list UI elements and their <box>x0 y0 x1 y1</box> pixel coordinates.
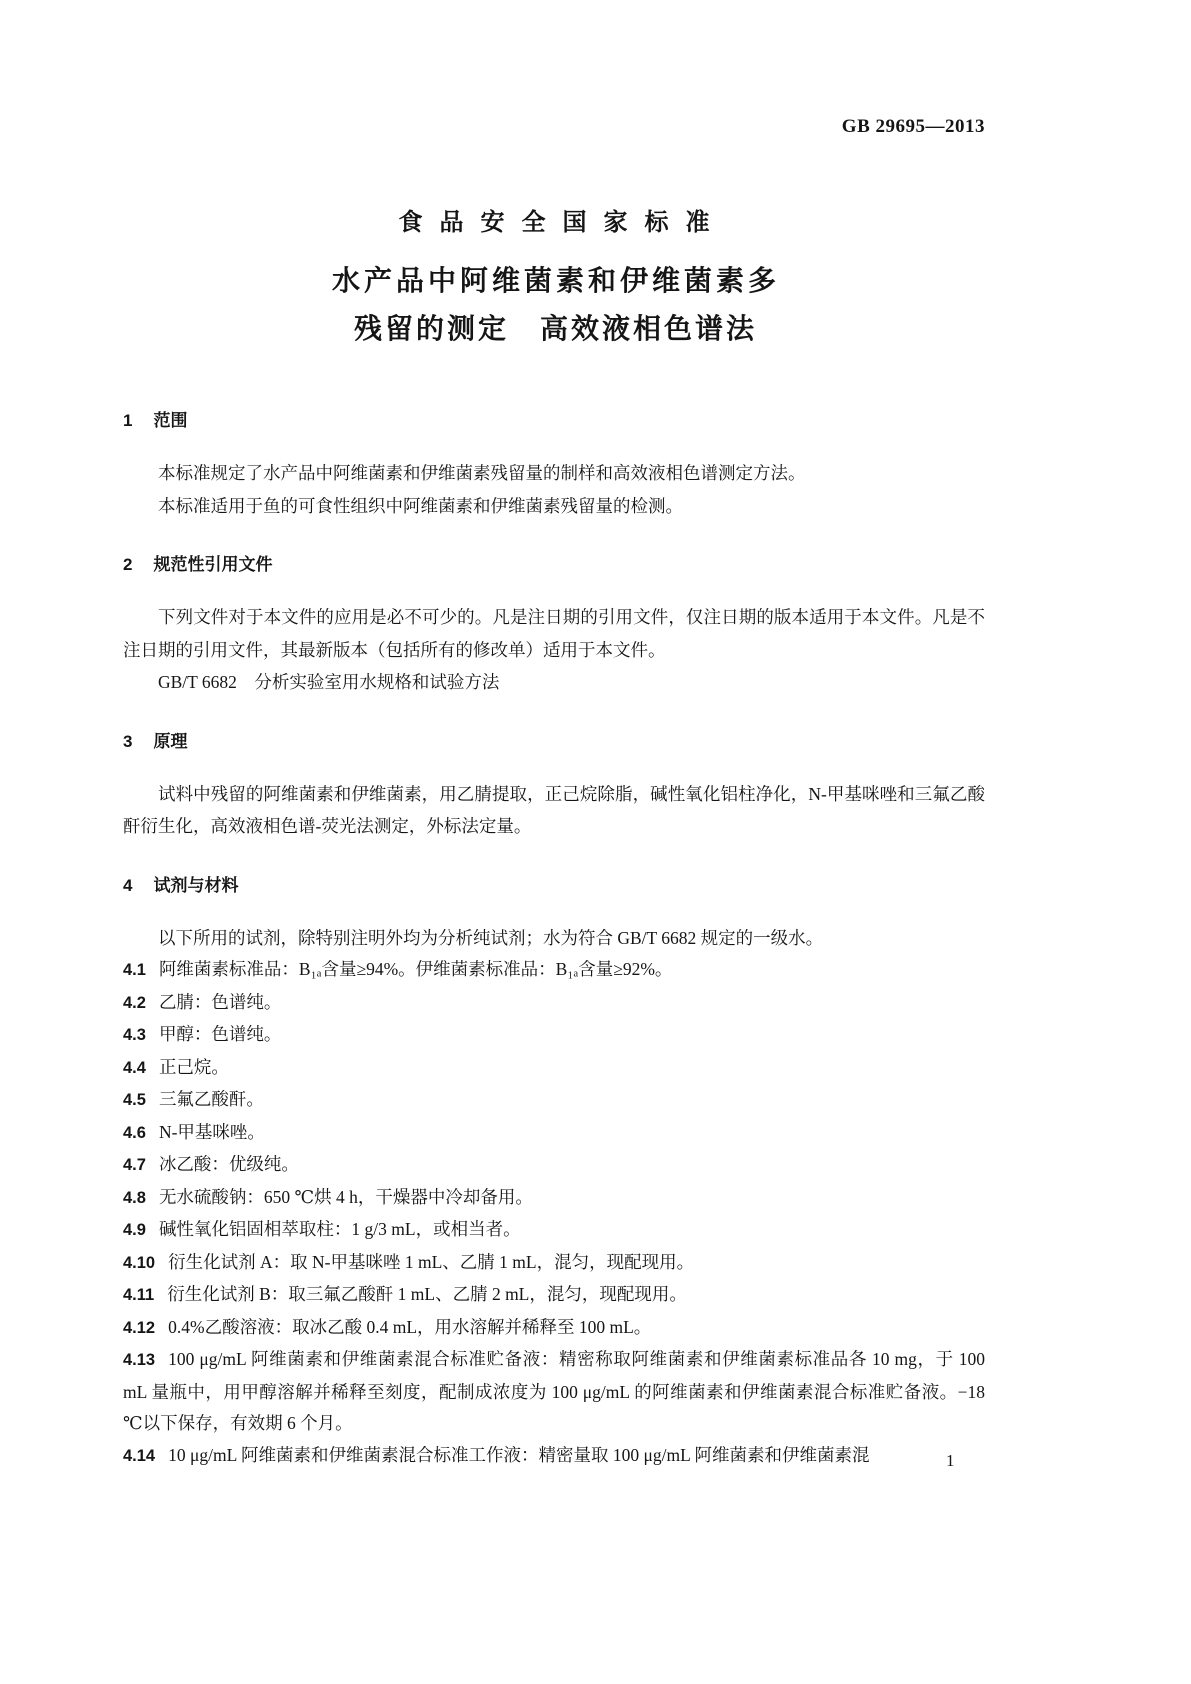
clause-item <box>123 1019 985 1052</box>
section-heading-label: 规范性引用文件 <box>153 555 273 574</box>
doc-title-line3: 残留的测定 高效液相色谱法 <box>353 313 757 344</box>
section-heading <box>123 554 985 576</box>
clause-number: 4.14 <box>123 1446 156 1465</box>
section-heading-label: 试剂与材料 <box>153 875 239 895</box>
clause-item <box>123 1312 985 1345</box>
section-scope <box>123 410 985 522</box>
paragraph: 本标准规定了水产品中阿维菌素和伊维菌素残留量的制样和高效液相色谱测定方法。 <box>158 463 806 483</box>
clause-number: 4.8 <box>123 1188 146 1207</box>
clause-text: 10 μg/mL 阿维菌素和伊维菌素混合标准工作液：精密量取 100 μg/mL 阿维菌素和伊维菌素混 <box>168 1444 870 1465</box>
doc-title-line2: 水产品中阿维菌素和伊维菌素多 <box>331 265 780 296</box>
clause-item <box>123 1279 985 1312</box>
clause-text: 无水硫酸钠：650 ℃烘 4 h，干燥器中冷却备用。 <box>158 1186 533 1207</box>
clause-number: 4.1 <box>123 961 146 979</box>
doc-number: GB 29695—2013 <box>841 116 985 137</box>
title-block <box>123 208 985 350</box>
clause-item <box>123 1084 985 1117</box>
clause-number: 4.5 <box>123 1091 146 1109</box>
clause-text: 碱性氧化铝固相萃取柱：1 g/3 mL，或相当者。 <box>158 1219 521 1239</box>
section-heading-label: 原理 <box>153 731 188 751</box>
section-heading <box>123 875 985 897</box>
section-number: 3 <box>123 731 133 751</box>
clause-text: 乙腈：色谱纯。 <box>158 991 282 1012</box>
clause-item <box>123 1247 985 1280</box>
clause-item <box>123 1052 985 1085</box>
section-heading <box>123 731 985 753</box>
clause-item <box>123 1117 985 1150</box>
clause-item <box>123 1440 985 1473</box>
clause-item <box>123 954 985 987</box>
reference-entry: GB/T 6682 分析实验室用水规格和试验方法 <box>158 672 500 692</box>
section-normative-references <box>123 554 985 699</box>
section-number: 4 <box>123 875 133 895</box>
page-content <box>123 0 985 1472</box>
clause-text: 正己烷。 <box>158 1056 229 1077</box>
page-number: 1 <box>946 1451 955 1470</box>
paragraph: 以下所用的试剂，除特别注明外均为分析纯试剂；水为符合 GB/T 6682 规定的一级水。 <box>158 927 824 948</box>
clause-item <box>123 987 985 1020</box>
clause-item <box>123 1182 985 1215</box>
section-heading <box>123 410 985 432</box>
section-number: 2 <box>123 555 133 574</box>
clause-number: 4.11 <box>123 1286 155 1304</box>
paragraph: 本标准适用于鱼的可食性组织中阿维菌素和伊维菌素残留量的检测。 <box>158 495 683 516</box>
clause-text: 阿维菌素标准品：B₁ₐ含量≥94%。伊维菌素标准品：B₁ₐ含量≥92%。 <box>158 959 673 979</box>
clause-number: 4.6 <box>123 1123 146 1142</box>
clause-text: 甲醇：色谱纯。 <box>158 1024 282 1044</box>
clause-text: 衍生化试剂 A：取 N-甲基咪唑 1 mL、乙腈 1 mL，混匀，现配现用。 <box>168 1251 695 1272</box>
clause-number: 4.13 <box>123 1351 156 1369</box>
section-reagents-materials <box>123 875 985 1473</box>
clause-number: 4.10 <box>123 1253 156 1272</box>
clause-number: 4.2 <box>123 993 146 1012</box>
clause-item <box>123 1149 985 1182</box>
clause-text: N-甲基咪唑。 <box>158 1121 265 1142</box>
clause-text: 衍生化试剂 B：取三氟乙酸酐 1 mL、乙腈 2 mL，混匀，现配现用。 <box>167 1284 687 1304</box>
clause-number: 4.12 <box>123 1318 156 1337</box>
clause-number: 4.4 <box>123 1058 146 1077</box>
clause-text: 冰乙酸：优级纯。 <box>158 1154 299 1174</box>
clause-text: 0.4%乙酸溶液：取冰乙酸 0.4 mL，用水溶解并稀释至 100 mL。 <box>168 1316 652 1337</box>
clause-number: 4.7 <box>123 1156 146 1174</box>
section-heading-label: 范围 <box>153 411 188 430</box>
clause-item <box>123 1344 985 1440</box>
clause-number: 4.3 <box>123 1026 146 1044</box>
doc-title-standard-name: 食品安全国家标准 <box>398 209 727 236</box>
section-principle <box>123 731 985 843</box>
section-number: 1 <box>123 411 133 430</box>
clause-text: 100 μg/mL 阿维菌素和伊维菌素混合标准贮备液：精密称取阿维菌素和伊维菌素标准品各 10 mg，于 100 mL 量瓶中，用甲醇溶解并稀释至刻度，配制成浓度为 100 μg/mL 的阿维菌素和伊维菌素混合标准贮备液。−18 ℃以下保存，有效期 6 个月。 <box>123 1349 985 1433</box>
clause-item <box>123 1214 985 1247</box>
paragraph: 试料中残留的阿维菌素和伊维菌素，用乙腈提取，正己烷除脂，碱性氧化铝柱净化，N-甲基咪唑和三氟乙酸酐衍生化，高效液相色谱-荧光法测定，外标法定量。 <box>123 783 985 836</box>
clause-number: 4.9 <box>123 1221 146 1239</box>
clause-text: 三氟乙酸酐。 <box>158 1089 264 1109</box>
paragraph: 下列文件对于本文件的应用是必不可少的。凡是注日期的引用文件，仅注日期的版本适用于本文件。凡是不注日期的引用文件，其最新版本（包括所有的修改单）适用于本文件。 <box>123 607 985 660</box>
